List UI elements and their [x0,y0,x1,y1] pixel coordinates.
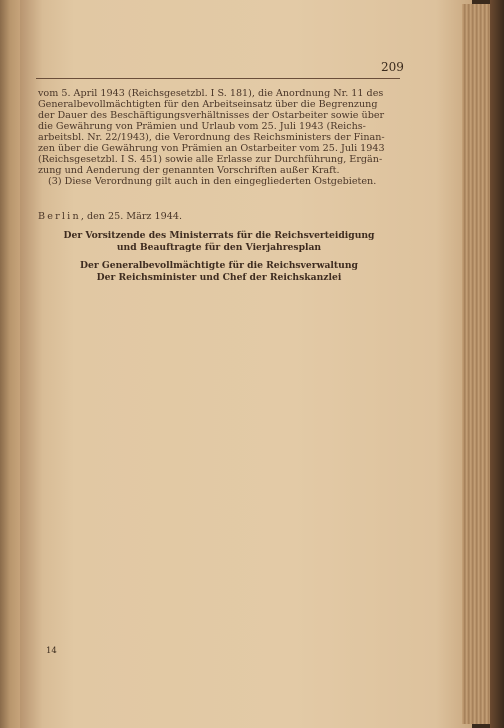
facing-page-edge [0,0,22,728]
signature-line: Der Reichsminister und Chef der Reichskanzlei [96,272,342,283]
text-line: (Reichsgesetzbl. I S. 451) sowie alle Erlasse zur Durchführung, Ergän- [38,154,383,165]
text-line: die Gewährung von Prämien und Urlaub vom 25. Juli 1943 (Reichs- [38,121,366,132]
body-text [38,88,400,187]
text-line: arbeitsbl. Nr. 22/1943), die Verordnung des Reichsministers der Finan- [38,132,385,143]
text-line: zung und Aenderung der genannten Vorschriften außer Kraft. [38,165,340,176]
text-line: Generalbevollmächtigten für den Arbeitseinsatz über die Begrenzung [38,99,378,110]
page-number: 209 [381,60,404,74]
text-line: der Dauer des Beschäftigungsverhältnisses der Ostarbeiter sowie über [38,110,385,121]
signature-line: und Beauftragte für den Vierjahresplan [116,242,322,253]
text-line: zen über die Gewährung von Prämien an Ostarbeiter vom 25. Juli 1943 [38,143,385,154]
signature-line: Der Vorsitzende des Ministerrats für die Reichsverteidigung [63,230,375,241]
text-line: vom 5. April 1943 (Reichsgesetzbl. I S. 181), die Anordnung Nr. 11 des [38,88,384,99]
folio-mark: 14 [46,646,57,656]
paragraph-3: (3) Diese Verordnung gilt auch in den eingegliederten Ostgebieten. [48,176,377,187]
dateline-date: , den 25. März 1944. [80,211,182,222]
dateline [38,211,400,222]
header-rule [36,78,400,79]
signature-line: Der Generalbevollmächtigte für die Reichsverwaltung [80,260,358,271]
signature-block-1 [38,230,400,254]
dateline-place: Berlin [38,211,81,222]
book-cover-edge [490,0,504,728]
signature-block-2 [38,260,400,284]
